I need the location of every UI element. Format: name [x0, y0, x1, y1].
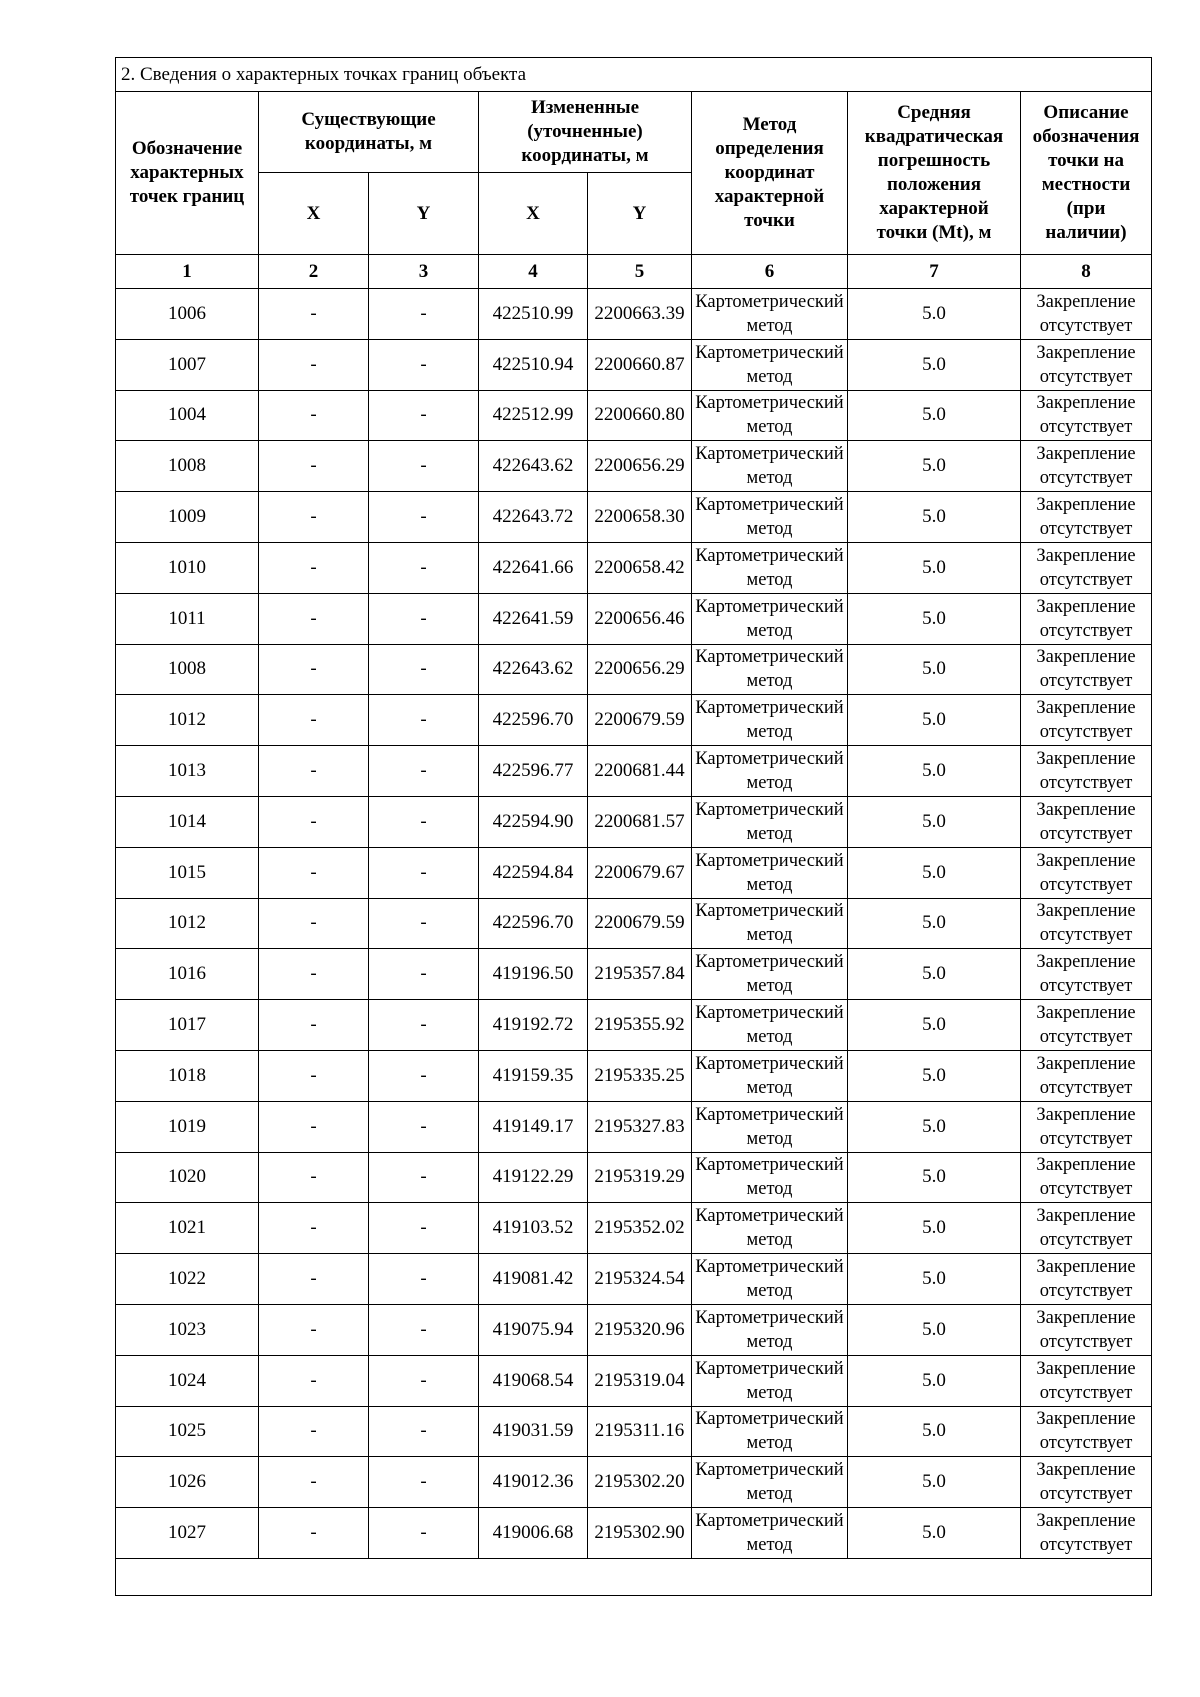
- existing-x-cell: -: [259, 1203, 369, 1254]
- changed-x-cell: 422596.70: [479, 695, 588, 746]
- point-cell: 1007: [116, 339, 259, 390]
- method-cell: Картометрический метод: [692, 949, 848, 1000]
- error-cell: 5.0: [848, 593, 1021, 644]
- error-cell: 5.0: [848, 1000, 1021, 1051]
- existing-y-cell: -: [369, 1508, 479, 1559]
- changed-x-cell: 419006.68: [479, 1508, 588, 1559]
- changed-y-cell: 2195311.16: [588, 1406, 692, 1457]
- error-cell: 5.0: [848, 1304, 1021, 1355]
- changed-x-cell: 422510.99: [479, 289, 588, 340]
- error-cell: 5.0: [848, 746, 1021, 797]
- error-cell: 5.0: [848, 644, 1021, 695]
- description-cell: Закрепление отсутствует: [1021, 1050, 1152, 1101]
- table-row: [116, 390, 1152, 441]
- header-method: Метод определения координат характерной точки: [692, 92, 848, 255]
- table-row: [116, 1152, 1152, 1203]
- changed-x-cell: 422643.72: [479, 492, 588, 543]
- point-cell: 1017: [116, 1000, 259, 1051]
- point-cell: 1004: [116, 390, 259, 441]
- changed-y-cell: 2195355.92: [588, 1000, 692, 1051]
- section-title: 2. Сведения о характерных точках границ объекта: [116, 58, 1152, 92]
- point-cell: 1010: [116, 542, 259, 593]
- error-cell: 5.0: [848, 1203, 1021, 1254]
- existing-x-cell: -: [259, 1000, 369, 1051]
- method-cell: Картометрический метод: [692, 644, 848, 695]
- error-cell: 5.0: [848, 390, 1021, 441]
- existing-x-cell: -: [259, 1304, 369, 1355]
- changed-x-cell: 422512.99: [479, 390, 588, 441]
- method-cell: Картометрический метод: [692, 1457, 848, 1508]
- changed-y-cell: 2195319.04: [588, 1355, 692, 1406]
- existing-x-cell: -: [259, 339, 369, 390]
- method-cell: Картометрический метод: [692, 1152, 848, 1203]
- header-existing-coords: Существующие координаты, м: [259, 92, 479, 173]
- column-number: 1: [116, 255, 259, 289]
- method-cell: Картометрический метод: [692, 796, 848, 847]
- existing-x-cell: -: [259, 746, 369, 797]
- table-row: [116, 1101, 1152, 1152]
- error-cell: 5.0: [848, 796, 1021, 847]
- changed-y-cell: 2200656.29: [588, 441, 692, 492]
- error-cell: 5.0: [848, 1254, 1021, 1305]
- error-cell: 5.0: [848, 898, 1021, 949]
- point-cell: 1019: [116, 1101, 259, 1152]
- existing-x-cell: -: [259, 898, 369, 949]
- error-cell: 5.0: [848, 1406, 1021, 1457]
- changed-y-cell: 2195327.83: [588, 1101, 692, 1152]
- description-cell: Закрепление отсутствует: [1021, 695, 1152, 746]
- changed-y-cell: 2200656.29: [588, 644, 692, 695]
- error-cell: 5.0: [848, 492, 1021, 543]
- description-cell: Закрепление отсутствует: [1021, 390, 1152, 441]
- existing-y-cell: -: [369, 542, 479, 593]
- error-cell: 5.0: [848, 695, 1021, 746]
- point-cell: 1006: [116, 289, 259, 340]
- changed-x-cell: 419159.35: [479, 1050, 588, 1101]
- table-row: [116, 1304, 1152, 1355]
- table-row: [116, 441, 1152, 492]
- point-cell: 1012: [116, 898, 259, 949]
- point-cell: 1022: [116, 1254, 259, 1305]
- header-error: Средняя квадратическая погрешность положения характерной точки (Mt), м: [848, 92, 1021, 255]
- column-numbers-row: [116, 255, 1152, 289]
- changed-y-cell: 2195320.96: [588, 1304, 692, 1355]
- table-row: [116, 695, 1152, 746]
- existing-y-cell: -: [369, 1406, 479, 1457]
- changed-y-cell: 2200679.59: [588, 898, 692, 949]
- description-cell: Закрепление отсутствует: [1021, 949, 1152, 1000]
- existing-y-cell: -: [369, 644, 479, 695]
- table-row: [116, 847, 1152, 898]
- existing-x-cell: -: [259, 593, 369, 644]
- changed-x-cell: 422596.70: [479, 898, 588, 949]
- error-cell: 5.0: [848, 441, 1021, 492]
- existing-x-cell: -: [259, 949, 369, 1000]
- point-cell: 1015: [116, 847, 259, 898]
- method-cell: Картометрический метод: [692, 1203, 848, 1254]
- existing-y-cell: -: [369, 1457, 479, 1508]
- changed-y-cell: 2195352.02: [588, 1203, 692, 1254]
- existing-y-cell: -: [369, 593, 479, 644]
- method-cell: Картометрический метод: [692, 441, 848, 492]
- existing-x-cell: -: [259, 1050, 369, 1101]
- method-cell: Картометрический метод: [692, 746, 848, 797]
- point-cell: 1016: [116, 949, 259, 1000]
- column-number: 2: [259, 255, 369, 289]
- empty-footer-row: [116, 1558, 1152, 1595]
- changed-y-cell: 2200679.59: [588, 695, 692, 746]
- description-cell: Закрепление отсутствует: [1021, 1508, 1152, 1559]
- table-row: [116, 542, 1152, 593]
- existing-x-cell: -: [259, 847, 369, 898]
- existing-y-cell: -: [369, 390, 479, 441]
- method-cell: Картометрический метод: [692, 1254, 848, 1305]
- table-row: [116, 492, 1152, 543]
- changed-y-cell: 2195335.25: [588, 1050, 692, 1101]
- existing-x-cell: -: [259, 492, 369, 543]
- table-row: [116, 593, 1152, 644]
- method-cell: Картометрический метод: [692, 1101, 848, 1152]
- point-cell: 1008: [116, 441, 259, 492]
- description-cell: Закрепление отсутствует: [1021, 542, 1152, 593]
- changed-y-cell: 2200663.39: [588, 289, 692, 340]
- existing-y-cell: -: [369, 1152, 479, 1203]
- description-cell: Закрепление отсутствует: [1021, 1152, 1152, 1203]
- changed-x-cell: 419103.52: [479, 1203, 588, 1254]
- changed-y-cell: 2200679.67: [588, 847, 692, 898]
- table-row: [116, 1254, 1152, 1305]
- existing-y-cell: -: [369, 695, 479, 746]
- column-number: 6: [692, 255, 848, 289]
- column-number: 8: [1021, 255, 1152, 289]
- changed-y-cell: 2195302.20: [588, 1457, 692, 1508]
- existing-x-cell: -: [259, 1101, 369, 1152]
- header-changed-y: Y: [588, 173, 692, 255]
- table-row: [116, 644, 1152, 695]
- description-cell: Закрепление отсутствует: [1021, 644, 1152, 695]
- description-cell: Закрепление отсутствует: [1021, 1203, 1152, 1254]
- method-cell: Картометрический метод: [692, 492, 848, 543]
- point-cell: 1014: [116, 796, 259, 847]
- existing-y-cell: -: [369, 1000, 479, 1051]
- error-cell: 5.0: [848, 1101, 1021, 1152]
- description-cell: Закрепление отсутствует: [1021, 492, 1152, 543]
- table-row: [116, 1000, 1152, 1051]
- changed-x-cell: 419075.94: [479, 1304, 588, 1355]
- changed-x-cell: 422641.66: [479, 542, 588, 593]
- boundary-points-table: [115, 57, 1152, 1596]
- description-cell: Закрепление отсутствует: [1021, 1457, 1152, 1508]
- description-cell: Закрепление отсутствует: [1021, 1101, 1152, 1152]
- column-number: 5: [588, 255, 692, 289]
- error-cell: 5.0: [848, 1355, 1021, 1406]
- point-cell: 1011: [116, 593, 259, 644]
- existing-y-cell: -: [369, 1304, 479, 1355]
- changed-x-cell: 422641.59: [479, 593, 588, 644]
- changed-y-cell: 2200660.87: [588, 339, 692, 390]
- existing-y-cell: -: [369, 796, 479, 847]
- point-cell: 1021: [116, 1203, 259, 1254]
- point-cell: 1020: [116, 1152, 259, 1203]
- error-cell: 5.0: [848, 339, 1021, 390]
- error-cell: 5.0: [848, 1152, 1021, 1203]
- changed-y-cell: 2200681.44: [588, 746, 692, 797]
- table-row: [116, 1355, 1152, 1406]
- changed-y-cell: 2200658.42: [588, 542, 692, 593]
- description-cell: Закрепление отсутствует: [1021, 847, 1152, 898]
- table-row: [116, 1050, 1152, 1101]
- header-changed-coords: Измененные (уточненные) координаты, м: [479, 92, 692, 173]
- method-cell: Картометрический метод: [692, 289, 848, 340]
- document-page: [115, 57, 1151, 1596]
- description-cell: Закрепление отсутствует: [1021, 289, 1152, 340]
- description-cell: Закрепление отсутствует: [1021, 441, 1152, 492]
- changed-x-cell: 419081.42: [479, 1254, 588, 1305]
- existing-y-cell: -: [369, 339, 479, 390]
- description-cell: Закрепление отсутствует: [1021, 1000, 1152, 1051]
- changed-x-cell: 419068.54: [479, 1355, 588, 1406]
- existing-x-cell: -: [259, 1508, 369, 1559]
- point-cell: 1023: [116, 1304, 259, 1355]
- existing-x-cell: -: [259, 1355, 369, 1406]
- existing-y-cell: -: [369, 1101, 479, 1152]
- description-cell: Закрепление отсутствует: [1021, 339, 1152, 390]
- existing-x-cell: -: [259, 542, 369, 593]
- existing-y-cell: -: [369, 898, 479, 949]
- error-cell: 5.0: [848, 289, 1021, 340]
- point-cell: 1013: [116, 746, 259, 797]
- changed-y-cell: 2195324.54: [588, 1254, 692, 1305]
- point-cell: 1008: [116, 644, 259, 695]
- changed-x-cell: 419122.29: [479, 1152, 588, 1203]
- error-cell: 5.0: [848, 1050, 1021, 1101]
- existing-y-cell: -: [369, 746, 479, 797]
- error-cell: 5.0: [848, 542, 1021, 593]
- method-cell: Картометрический метод: [692, 847, 848, 898]
- header-description: Описание обозначения точки на местности (при наличии): [1021, 92, 1152, 255]
- changed-y-cell: 2195357.84: [588, 949, 692, 1000]
- table-row: [116, 949, 1152, 1000]
- existing-y-cell: -: [369, 1203, 479, 1254]
- changed-x-cell: 422594.84: [479, 847, 588, 898]
- column-number: 3: [369, 255, 479, 289]
- existing-y-cell: -: [369, 1050, 479, 1101]
- changed-y-cell: 2200660.80: [588, 390, 692, 441]
- column-number: 7: [848, 255, 1021, 289]
- table-row: [116, 1457, 1152, 1508]
- existing-x-cell: -: [259, 796, 369, 847]
- changed-x-cell: 422594.90: [479, 796, 588, 847]
- header-existing-y: Y: [369, 173, 479, 255]
- changed-x-cell: 422643.62: [479, 644, 588, 695]
- method-cell: Картометрический метод: [692, 542, 848, 593]
- table-row: [116, 289, 1152, 340]
- error-cell: 5.0: [848, 1508, 1021, 1559]
- description-cell: Закрепление отсутствует: [1021, 1254, 1152, 1305]
- existing-x-cell: -: [259, 1254, 369, 1305]
- table-row: [116, 1508, 1152, 1559]
- changed-x-cell: 419012.36: [479, 1457, 588, 1508]
- error-cell: 5.0: [848, 1457, 1021, 1508]
- existing-y-cell: -: [369, 847, 479, 898]
- error-cell: 5.0: [848, 949, 1021, 1000]
- point-cell: 1012: [116, 695, 259, 746]
- changed-y-cell: 2195319.29: [588, 1152, 692, 1203]
- point-cell: 1009: [116, 492, 259, 543]
- existing-y-cell: -: [369, 441, 479, 492]
- changed-y-cell: 2200656.46: [588, 593, 692, 644]
- header-changed-x: X: [479, 173, 588, 255]
- header-existing-x: X: [259, 173, 369, 255]
- existing-x-cell: -: [259, 390, 369, 441]
- description-cell: Закрепление отсутствует: [1021, 796, 1152, 847]
- table-row: [116, 746, 1152, 797]
- existing-y-cell: -: [369, 492, 479, 543]
- existing-x-cell: -: [259, 1406, 369, 1457]
- point-cell: 1027: [116, 1508, 259, 1559]
- error-cell: 5.0: [848, 847, 1021, 898]
- changed-y-cell: 2200681.57: [588, 796, 692, 847]
- existing-x-cell: -: [259, 441, 369, 492]
- table-body: [116, 289, 1152, 1559]
- changed-x-cell: 422596.77: [479, 746, 588, 797]
- point-cell: 1018: [116, 1050, 259, 1101]
- method-cell: Картометрический метод: [692, 898, 848, 949]
- point-cell: 1026: [116, 1457, 259, 1508]
- table-row: [116, 339, 1152, 390]
- method-cell: Картометрический метод: [692, 1304, 848, 1355]
- table-row: [116, 796, 1152, 847]
- existing-x-cell: -: [259, 1152, 369, 1203]
- table-row: [116, 1406, 1152, 1457]
- method-cell: Картометрический метод: [692, 1000, 848, 1051]
- description-cell: Закрепление отсутствует: [1021, 898, 1152, 949]
- description-cell: Закрепление отсутствует: [1021, 593, 1152, 644]
- changed-x-cell: 422510.94: [479, 339, 588, 390]
- existing-x-cell: -: [259, 289, 369, 340]
- table-row: [116, 1203, 1152, 1254]
- existing-y-cell: -: [369, 1254, 479, 1305]
- changed-x-cell: 419192.72: [479, 1000, 588, 1051]
- header-point-designation: Обозначение характерных точек границ: [116, 92, 259, 255]
- description-cell: Закрепление отсутствует: [1021, 1304, 1152, 1355]
- changed-y-cell: 2200658.30: [588, 492, 692, 543]
- method-cell: Картометрический метод: [692, 695, 848, 746]
- description-cell: Закрепление отсутствует: [1021, 1355, 1152, 1406]
- changed-x-cell: 422643.62: [479, 441, 588, 492]
- method-cell: Картометрический метод: [692, 1355, 848, 1406]
- table-row: [116, 898, 1152, 949]
- existing-x-cell: -: [259, 644, 369, 695]
- existing-x-cell: -: [259, 1457, 369, 1508]
- existing-x-cell: -: [259, 695, 369, 746]
- changed-x-cell: 419031.59: [479, 1406, 588, 1457]
- changed-x-cell: 419196.50: [479, 949, 588, 1000]
- existing-y-cell: -: [369, 1355, 479, 1406]
- method-cell: Картометрический метод: [692, 390, 848, 441]
- empty-cell: [116, 1558, 1152, 1595]
- existing-y-cell: -: [369, 949, 479, 1000]
- point-cell: 1025: [116, 1406, 259, 1457]
- method-cell: Картометрический метод: [692, 1508, 848, 1559]
- method-cell: Картометрический метод: [692, 593, 848, 644]
- column-number: 4: [479, 255, 588, 289]
- method-cell: Картометрический метод: [692, 339, 848, 390]
- changed-y-cell: 2195302.90: [588, 1508, 692, 1559]
- changed-x-cell: 419149.17: [479, 1101, 588, 1152]
- point-cell: 1024: [116, 1355, 259, 1406]
- method-cell: Картометрический метод: [692, 1050, 848, 1101]
- existing-y-cell: -: [369, 289, 479, 340]
- method-cell: Картометрический метод: [692, 1406, 848, 1457]
- description-cell: Закрепление отсутствует: [1021, 1406, 1152, 1457]
- description-cell: Закрепление отсутствует: [1021, 746, 1152, 797]
